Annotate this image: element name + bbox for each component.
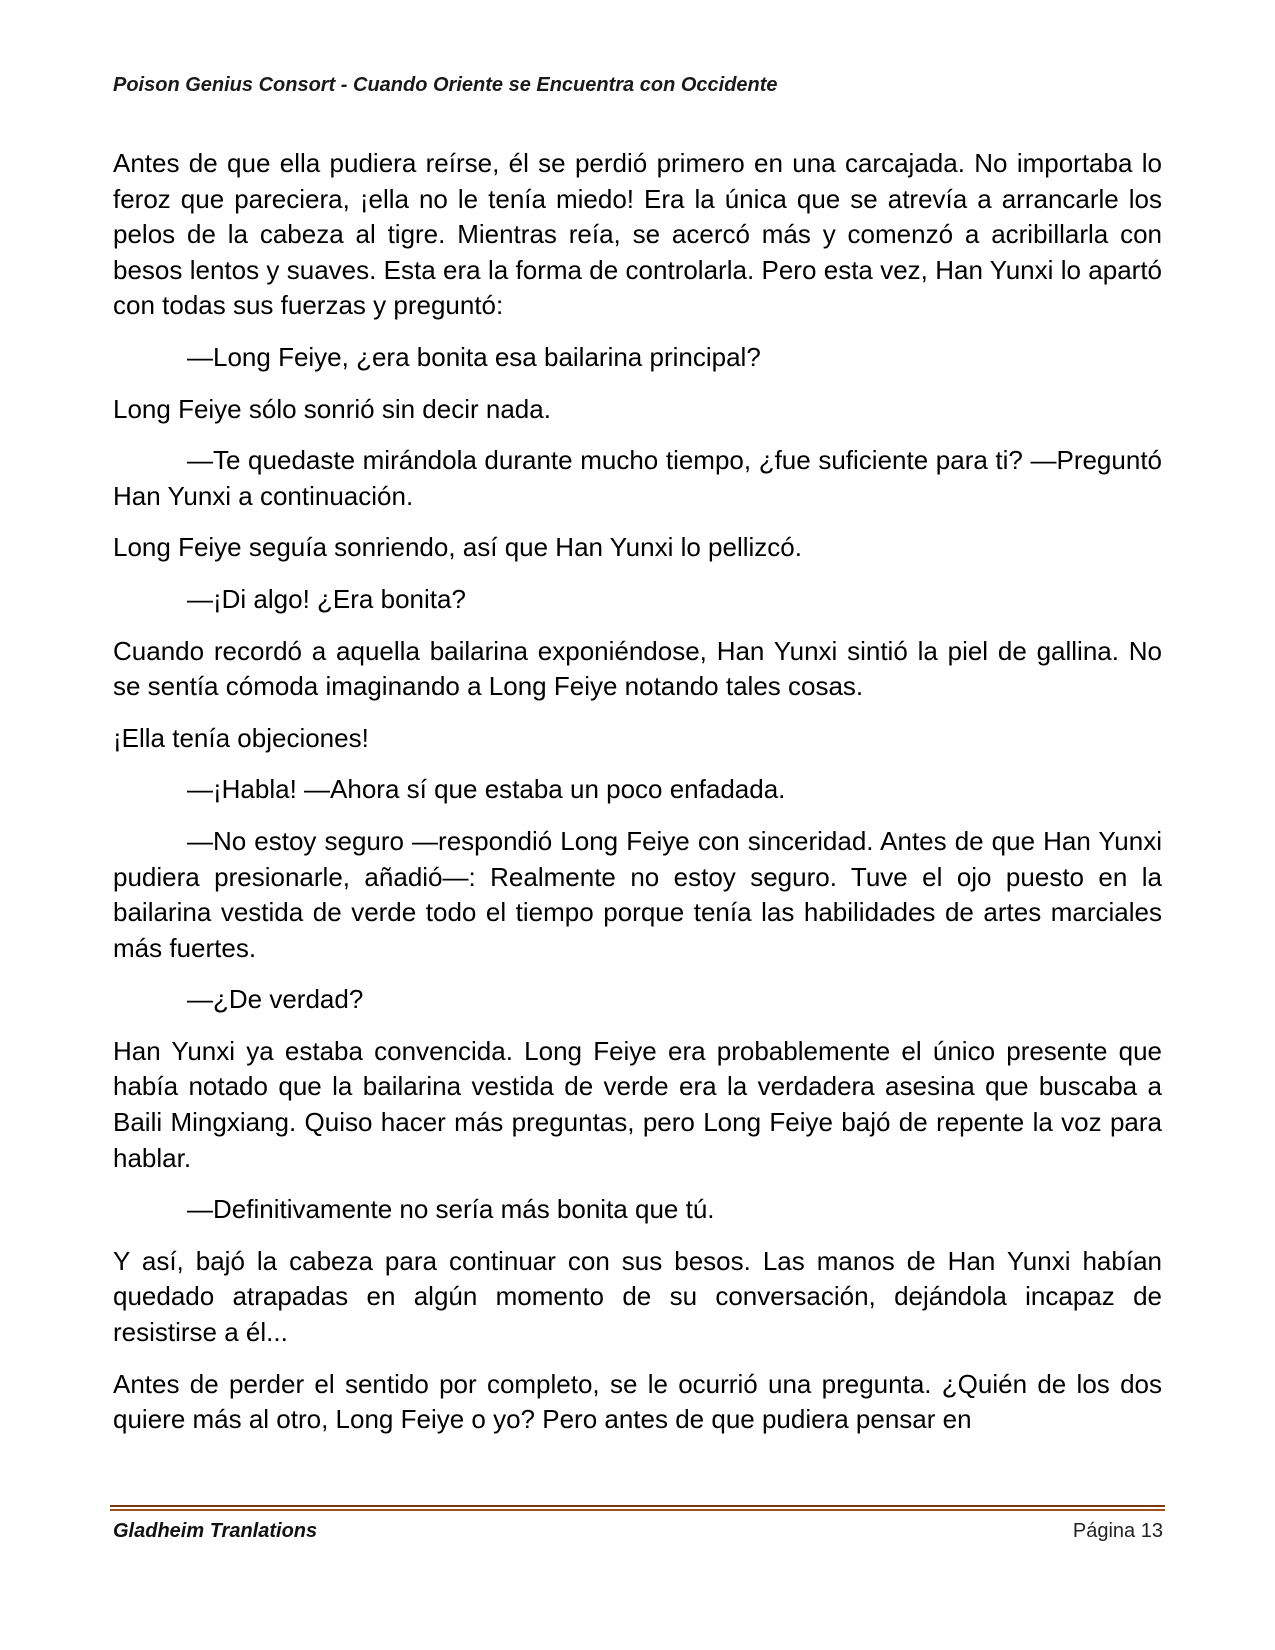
page-header: Poison Genius Consort - Cuando Oriente se Encuentra con Occidente bbox=[113, 74, 778, 96]
footer-publisher: Gladheim Tranlations bbox=[113, 1520, 318, 1542]
document-body bbox=[113, 146, 1162, 1454]
page-number: 13 bbox=[1140, 1520, 1163, 1542]
paragraph: Antes de perder el sentido por completo, se le ocurrió una pregunta. ¿Quién de los dos quiere más al otro, Long Feiye o yo? Pero antes de que pudiera pensar en bbox=[113, 1368, 1162, 1435]
paragraph: Long Feiye sólo sonrió sin decir nada. bbox=[113, 393, 551, 424]
paragraph: Long Feiye seguía sonriendo, así que Han Yunxi lo pellizcó. bbox=[113, 532, 802, 563]
dialogue-paragraph: —¡Di algo! ¿Era bonita? bbox=[187, 583, 466, 614]
page-number-footer bbox=[1073, 1520, 1163, 1543]
dialogue-paragraph: —Te quedaste mirándola durante mucho tiempo, ¿fue suficiente para ti? —Preguntó Han Yunxi a continuación. bbox=[113, 445, 1162, 511]
paragraph: Cuando recordó a aquella bailarina exponiéndose, Han Yunxi sintió la piel de gallina. No se sentía cómoda imaginando a Long Feiye notando tales cosas. bbox=[113, 635, 1162, 702]
dialogue-paragraph: —¿De verdad? bbox=[187, 984, 364, 1015]
paragraph: Han Yunxi ya estaba convencida. Long Feiye era probablemente el único presente que había notado que la bailarina vestida de verde era la verdadera asesina que buscaba a Baili Mingxiang. Quiso hacer más preguntas, pero Long Feiye bajó de repente la voz para hablar. bbox=[113, 1035, 1162, 1173]
paragraph: ¡Ella tenía objeciones! bbox=[113, 722, 369, 753]
footer-divider-line bbox=[110, 1509, 1165, 1511]
paragraph: Antes de que ella pudiera reírse, él se perdió primero en una carcajada. No importaba lo feroz que pareciera, ¡ella no le tenía miedo! Era la única que se atrevía a arrancarle los pelos de la cabeza al tigre. Mientras reía, se acercó más y comenzó a acribillarla con besos lentos y suaves. Esta era la forma de controlarla. Pero esta vez, Han Yunxi lo apartó con todas sus fuerzas y preguntó: bbox=[113, 148, 1162, 321]
footer-divider-line bbox=[110, 1505, 1165, 1507]
dialogue-paragraph: —¡Habla! —Ahora sí que estaba un poco enfadada. bbox=[187, 774, 786, 805]
dialogue-paragraph: —No estoy seguro —respondió Long Feiye con sinceridad. Antes de que Han Yunxi pudiera presionarle, añadió—: Realmente no estoy seguro. Tuve el ojo puesto en la bailarina vestida de verde todo el tiempo porque tenía las habilidades de artes marciales más fuertes. bbox=[113, 825, 1162, 963]
paragraph: Y así, bajó la cabeza para continuar con sus besos. Las manos de Han Yunxi habían quedado atrapadas en algún momento de su conversación, dejándola incapaz de resistirse a él... bbox=[113, 1245, 1162, 1348]
dialogue-paragraph: —Long Feiye, ¿era bonita esa bailarina principal? bbox=[187, 341, 761, 372]
footer-divider bbox=[110, 1505, 1165, 1511]
page-label: Página bbox=[1072, 1520, 1136, 1542]
dialogue-paragraph: —Definitivamente no sería más bonita que tú. bbox=[187, 1194, 715, 1225]
